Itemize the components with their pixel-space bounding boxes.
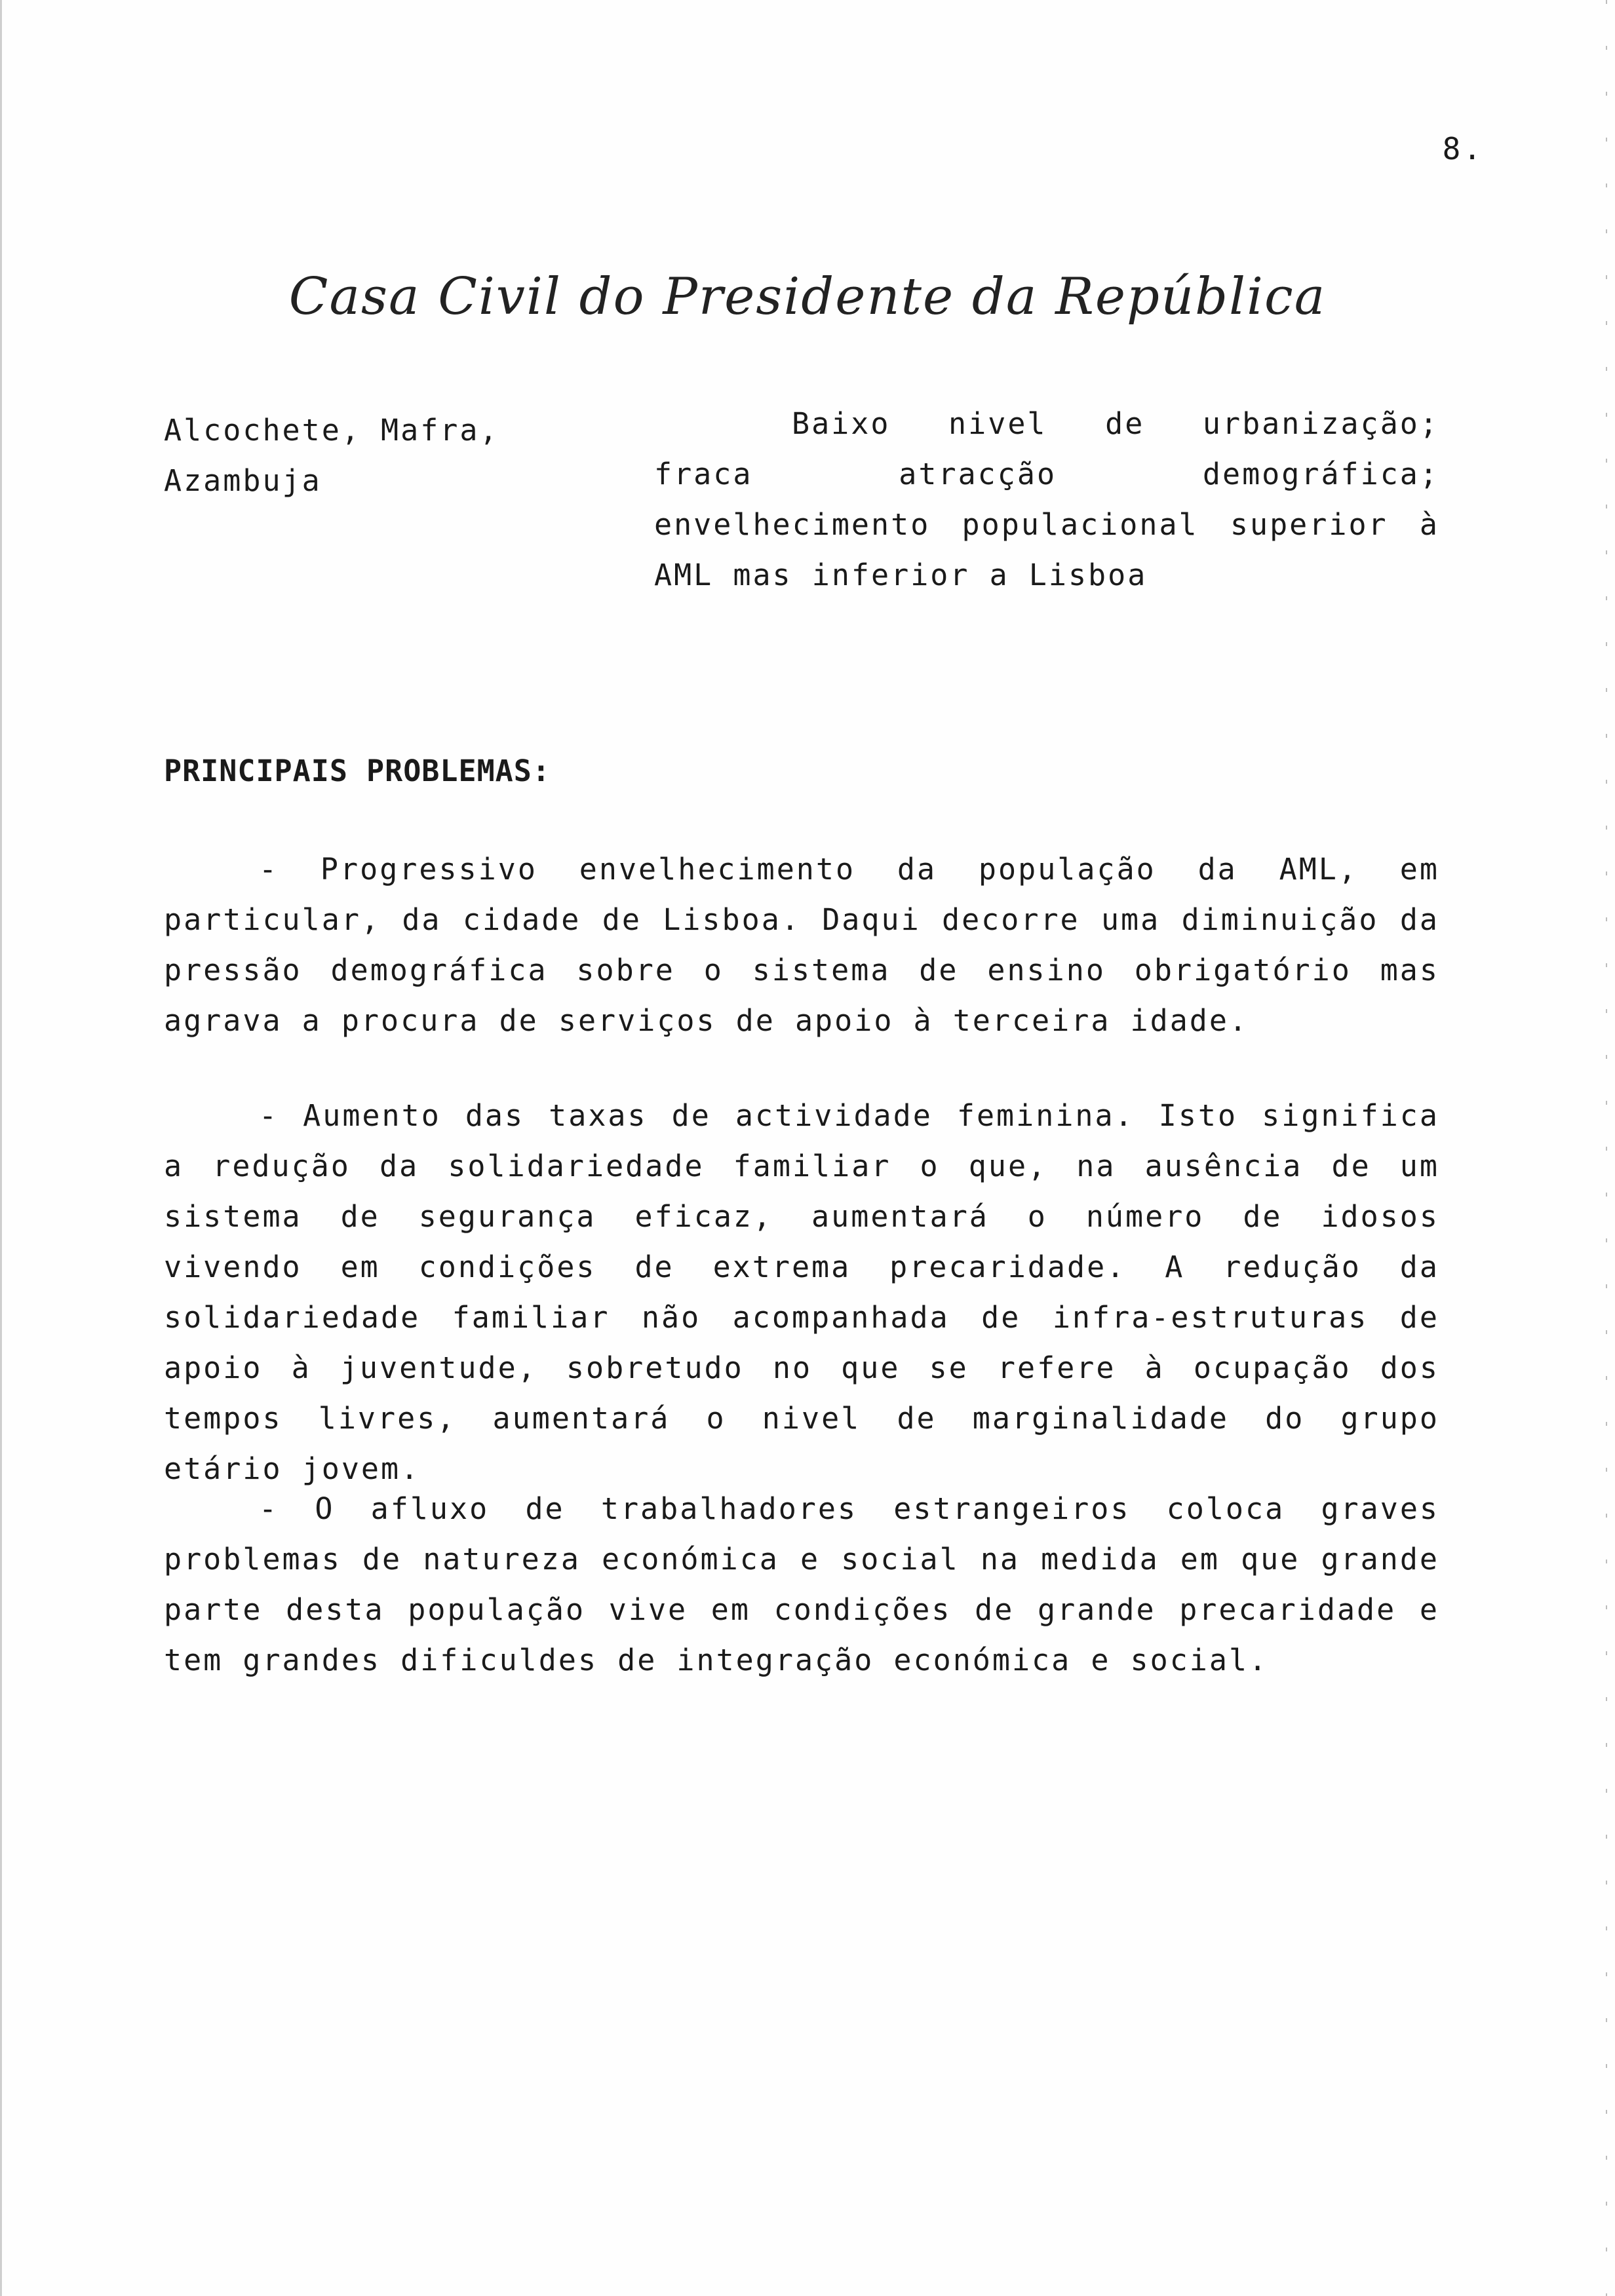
page-right-edge: [1606, 0, 1607, 2296]
page-number: 8.: [1442, 131, 1484, 166]
paragraph-foreign-workers: - O afluxo de trabalhadores estrangeiros coloca graves problemas de natureza económica e social na medida em que grande parte desta população vive em condições de grande precaridade e tem grandes dificuldes de integração económica e social.: [164, 1491, 1439, 1677]
letterhead: Casa Civil do Presidente da República: [288, 267, 1327, 326]
paragraph-female-activity: - Aumento das taxas de actividade feminina. Isto significa a redução da solidariedade familiar o que, na ausência de um sistema de segurança eficaz, aumentará o número de idosos vivendo em condições de extrema precaridade. A redução da solidariedade familiar não acompanhada de infra-estruturas de apoio à juventude, sobretudo no que se refere à ocupação dos tempos livres, aumentará o nivel de marginalidade do grupo etário jovem.: [164, 1098, 1439, 1486]
section-heading: PRINCIPAIS PROBLEMAS:: [164, 754, 551, 788]
description-cell: Baixo nivel de urbanização; fraca atracção demográfica; envelhecimento populacional superior à AML mas inferior a Lisboa: [654, 406, 1439, 592]
paragraph-ageing: - Progressivo envelhecimento da população da AML, em particular, da cidade de Lisboa. Daqui decorre uma diminuição da pressão demográfica sobre o sistema de ensino obrigatório mas agrava a procura de serviços de apoio à terceira idade.: [164, 852, 1439, 1038]
page-left-edge: [0, 0, 2, 2296]
municipalities-cell: Alcochete, Mafra, Azambuja: [164, 413, 499, 498]
